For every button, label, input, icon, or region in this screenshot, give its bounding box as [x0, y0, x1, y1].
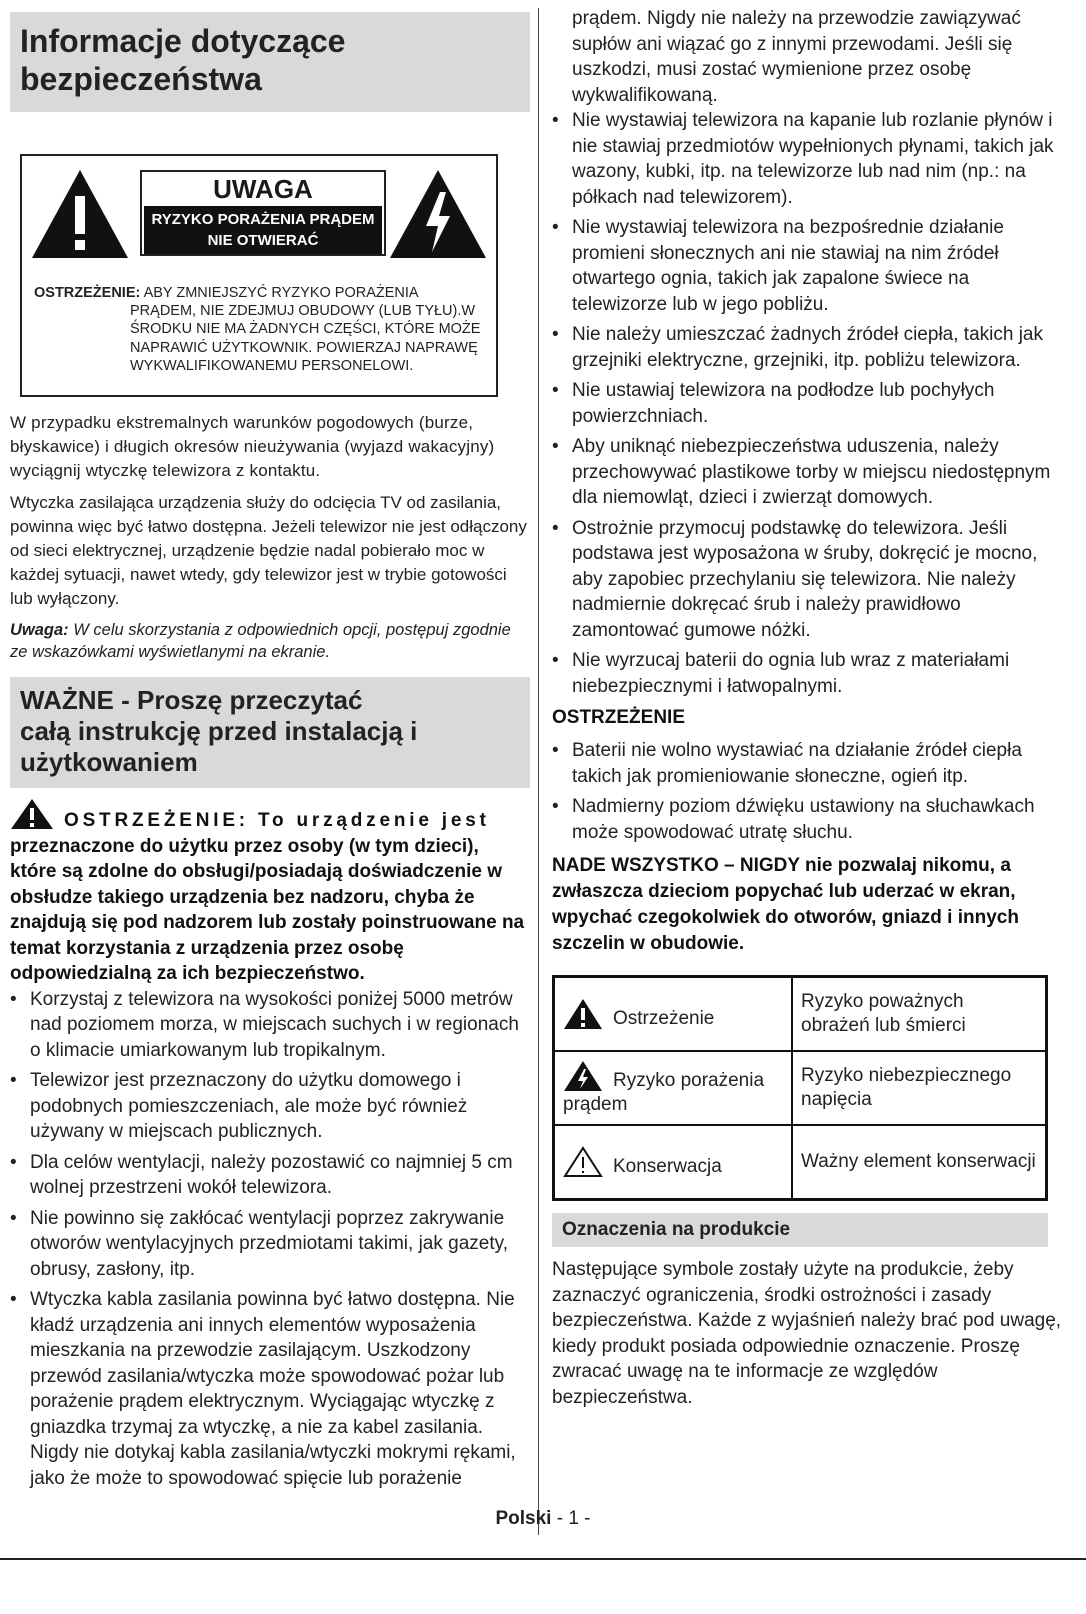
markings-paragraph: Następujące symbole zostały użyte na produkcie, żeby zaznaczyć ograniczenia, środki ostrożności i zasady bezpieczeństwa. Każde z wyjaśnień należy brać pod uwagę, kiedy produkt posiada odpowiednie oznaczenie. Proszę zwracać uwagę na te informacje ze względów bezpieczeństwa.	[552, 1259, 1062, 1408]
ostrzezenie-heading: OSTRZEŻENIE	[552, 707, 686, 728]
caution-sub-line1: RYZYKO PORAŻENIA PRĄDEM	[151, 211, 375, 228]
list-item: • Baterii nie wolno wystawiać na działanie źródeł ciepła takich jak promieniowanie słoneczne, ogień itp.	[552, 738, 1062, 789]
caution-warning-line3: ŚRODKU NIE MA ŻADNYCH CZĘŚCI, KTÓRE MOŻE	[130, 321, 481, 338]
table-cell-description: Ryzyko poważnych obrażeń lub śmierci	[792, 977, 1047, 1052]
note-lead: Uwaga:	[10, 621, 69, 639]
caution-sub-line2: NIE OTWIERAĆ	[207, 232, 319, 249]
caution-outline-icon	[563, 1146, 603, 1178]
table-cell-description: Ryzyko niebezpiecznego napięcia	[792, 1051, 1047, 1125]
warning-triangle-icon	[30, 168, 130, 260]
important-line2: całą instrukcję przed instalacją i	[20, 716, 418, 746]
caution-heading: UWAGA	[213, 174, 313, 204]
warning-icon	[10, 798, 54, 830]
page-title-line1: Informacje dotyczące	[20, 23, 346, 59]
right-bullet-list	[552, 108, 1062, 699]
list-item: • Telewizor jest przeznaczony do użytku domowego i podobnych pomieszczeniach, ale może być również używany w miejscach publicznych.	[10, 1068, 530, 1145]
list-item: • Nie wyrzucaj baterii do ognia lub wraz z materiałami niebezpiecznymi i łatwopalnymi.	[552, 648, 1062, 699]
caution-warning-line4: NAPRAWIĆ UŻYTKOWNIK. POWIERZAJ NAPRAWĘ	[130, 339, 478, 356]
important-heading	[10, 677, 530, 788]
bottom-rule	[0, 1558, 1086, 1560]
caution-warning-line1: ABY ZMNIEJSZYĆ RYZYKO PORAŻENIA	[143, 285, 419, 301]
column-divider	[538, 8, 539, 1535]
footer-language: Polski	[495, 1508, 552, 1529]
table-cell-symbol	[554, 1051, 793, 1125]
right-column	[552, 0, 1062, 1410]
symbol-label: Ostrzeżenie	[613, 1007, 715, 1029]
lightning-triangle-icon	[388, 168, 488, 260]
list-item: • Aby uniknąć niebezpieczeństwa uduszenia, należy przechowywać plastikowe torby w miejscu niedostępnym dla niemowląt, dzieci i zwierząt domowych.	[552, 434, 1062, 511]
caution-warning-lead: OSTRZEŻENIE:	[34, 285, 141, 301]
left-column	[10, 0, 530, 1496]
footer-page-number: - 1 -	[551, 1508, 591, 1529]
markings-heading: Oznaczenia na produkcie	[552, 1213, 1048, 1247]
caution-subtitle	[144, 206, 382, 254]
list-item: • Nie ustawiaj telewizora na podłodze lub pochyłych powierzchniach.	[552, 378, 1062, 429]
paragraph-weather: W przypadku ekstremalnych warunków pogodowych (burze, błyskawice) i długich okresów nieużywania (wyjazd wakacyjny) wyciągnij wtyczkę telewizora z kontaktu.	[10, 413, 495, 480]
page-title-line2: bezpieczeństwa	[20, 61, 262, 97]
table-cell-symbol	[554, 977, 793, 1052]
caution-warning-text	[34, 284, 486, 375]
table-row	[554, 1125, 1047, 1200]
lightning-icon	[563, 1060, 603, 1092]
important-line3: użytkowaniem	[20, 747, 198, 777]
symbols-table	[552, 975, 1048, 1201]
table-cell-description: Ważny element konserwacji	[792, 1125, 1047, 1200]
left-bullet-list	[10, 987, 530, 1492]
list-item: • Nie powinno się zakłócać wentylacji poprzez zakrywanie otworów wentylacyjnych przedmiotami takimi, jak gazety, obrusy, zasłony, itp.	[10, 1206, 530, 1283]
table-row	[554, 1051, 1047, 1125]
caution-label	[140, 170, 386, 256]
never-paragraph: NADE WSZYSTKO – NIGDY nie pozwalaj nikomu, a zwłaszcza dzieciom popychać lub uderzać w ekran, wpychać czegokolwiek do otworów, gniazd i innych szczelin w obudowie.	[552, 855, 1019, 954]
list-item: • Wtyczka kabla zasilania powinna być łatwo dostępna. Nie kładź urządzenia ani innych elementów wyposażenia mieszkania na przewodzie zasilającym. Uszkodzony przewód zasilania/wtyczka może spowodować pożar lub porażenie prądem elektrycznym. Wyciągając wtyczkę z gniazdka trzymaj za wtyczkę, a nie za kabel zasilania. Nigdy nie dotykaj kabla zasilania/wtyczki mokrymi rękami, jako że może to spowodować spięcie lub porażenie	[10, 1287, 530, 1491]
list-item: • Nie należy umieszczać żadnych źródeł ciepła, takich jak grzejniki elektryczne, grzejniki, itp. pobliżu telewizora.	[552, 322, 1062, 373]
list-item: • Nadmierny poziom dźwięku ustawiony na słuchawkach może spowodować utratę słuchu.	[552, 794, 1062, 845]
caution-warning-line5: WYKWALIFIKOWANEMU PERSONELOWI.	[130, 357, 414, 374]
paragraph-plug: Wtyczka zasilająca urządzenia służy do odcięcia TV od zasilania, powinna więc być łatwo dostępna. Jeżeli telewizor nie jest odłączony od sieci elektrycznej, urządzenie będzie nadal pobierało moc w każdej sytuacji, nawet wtedy, gdy telewizor jest w trybie gotowości lub wyłączony.	[10, 493, 527, 608]
paragraph-note	[10, 619, 530, 663]
list-item: • Nie wystawiaj telewizora na bezpośrednie działanie promieni słonecznych ani nie stawiaj na nim źródeł otwartego ognia, takich jak zapalone świece na telewizorze lub w jego pobliżu.	[552, 215, 1062, 317]
continued-text: prądem. Nigdy nie należy na przewodzie zawiązywać supłów ani wiązać go z innymi przewodami. Jeśli się uszkodzi, musi zostać wymienione przez osobę wykwalifikowaną.	[572, 8, 1021, 106]
symbol-label: Konserwacja	[613, 1155, 722, 1177]
warning-lead-text: OSTRZEŻENIE: To urządzenie jest	[64, 810, 490, 831]
warning-icon	[563, 998, 603, 1030]
caution-box	[20, 154, 498, 397]
note-text: W celu skorzystania z odpowiednich opcji, postępuj zgodnie ze wskazówkami wyświetlanymi na ekranie.	[10, 621, 511, 661]
warning-rest-text: przeznaczone do użytku przez osoby (w tym dzieci), które są zdolne do obsługi/posiadają doświadczenie w obsłudze takiego urządzenia bez nadzoru, chyba że znajdują się pod nadzorem lub zostały poinstruowane na temat korzystania z urządzenia przez osobę odpowiedzialną za ich bezpieczeństwo.	[10, 835, 525, 984]
list-item: • Korzystaj z telewizora na wysokości poniżej 5000 metrów nad poziomem morza, w miejscach suchych i w regionach o klimacie umiarkowanym lub tropikalnym.	[10, 987, 530, 1064]
warning-paragraph	[10, 798, 530, 987]
page-title	[10, 12, 530, 112]
caution-warning-line2: PRĄDEM, NIE ZDEJMUJ OBUDOWY (LUB TYŁU).W	[130, 303, 476, 320]
list-item: • Dla celów wentylacji, należy pozostawić co najmniej 5 cm wolnej przestrzeni wokół telewizora.	[10, 1150, 530, 1201]
table-row	[554, 977, 1047, 1052]
list-item: • Nie wystawiaj telewizora na kapanie lub rozlanie płynów i nie stawiaj przedmiotów wypełnionych płynami, takich jak wazony, kubki, itp. na telewizorze lub nad nim (np.: na półkach nad telewizorem).	[552, 108, 1062, 210]
ostrzezenie-bullet-list	[552, 738, 1062, 845]
important-line1: WAŻNE - Proszę przeczytać	[20, 685, 363, 715]
list-item: • Ostrożnie przymocuj podstawkę do telewizora. Jeśli podstawa jest wyposażona w śruby, dokręcić je mocno, aby zapobiec przechylaniu się telewizora. Nie należy nadmiernie dokręcać śrub i należy prawidłowo zamontować gumowe nóżki.	[552, 516, 1062, 644]
symbol-label: Ryzyko porażenia prądem	[563, 1069, 765, 1115]
page-footer	[0, 1508, 1086, 1530]
table-cell-symbol	[554, 1125, 793, 1200]
